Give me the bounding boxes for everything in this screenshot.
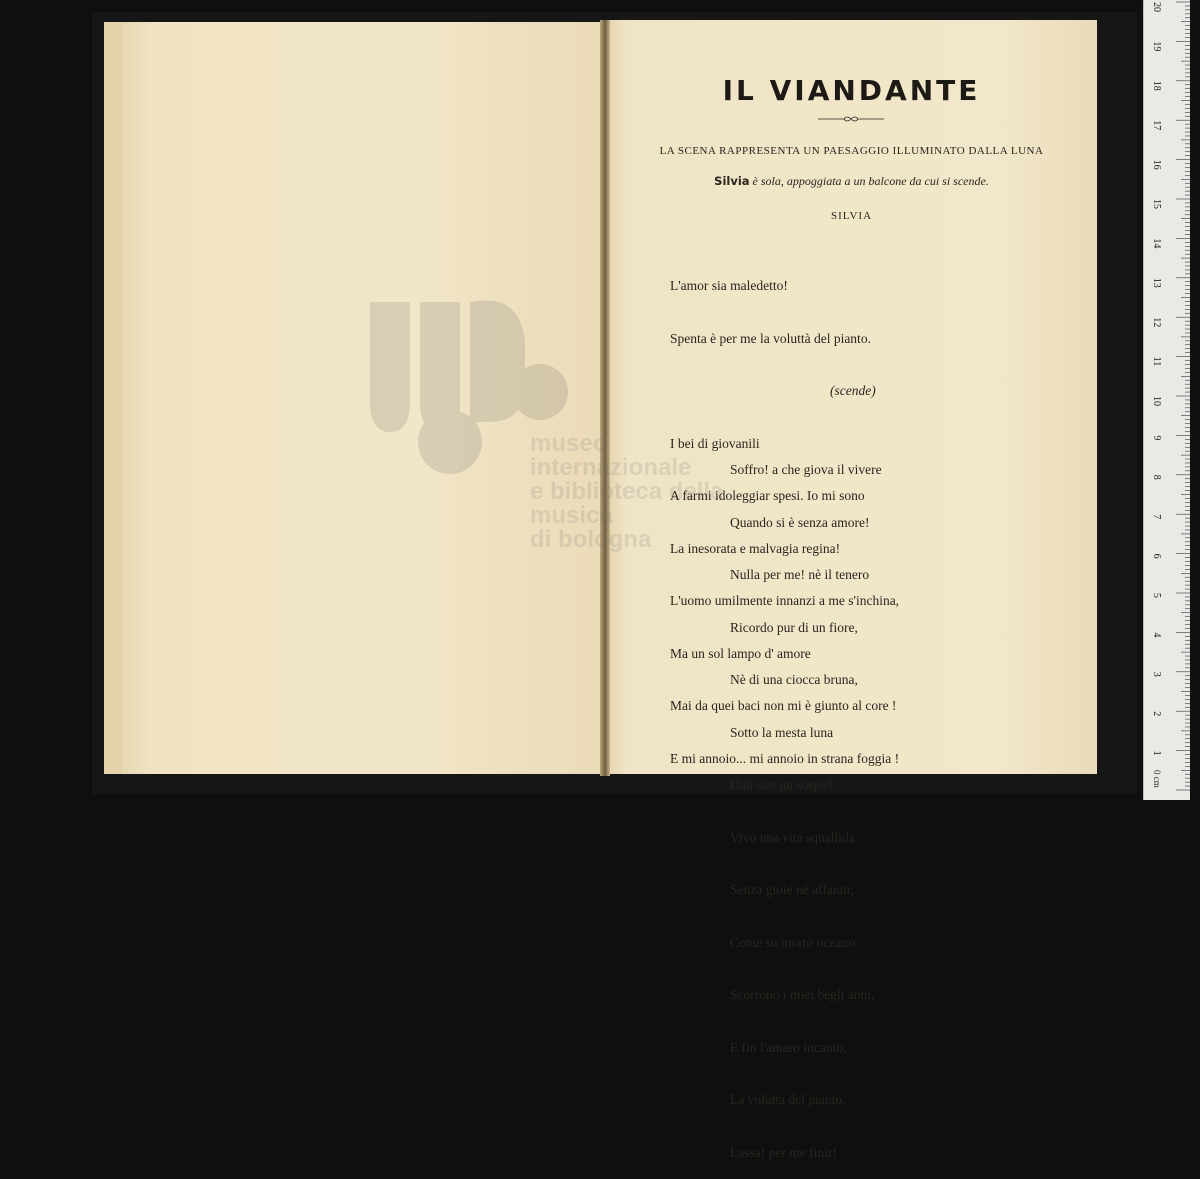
ruler-number: 20 — [1151, 2, 1162, 12]
ornament-divider-icon — [816, 114, 886, 124]
ruler-number: 7 — [1151, 514, 1162, 520]
ruler-number: 6 — [1151, 553, 1162, 559]
verse-line: Senza gioie nè affanni; — [730, 882, 854, 897]
verse-line: L'uomo umilmente innanzi a me s'inchina, — [670, 593, 900, 608]
page-title: IL VIANDANTE — [722, 74, 981, 107]
stage-direction-inline: (scende) — [830, 383, 876, 398]
verse-line: Mai da quei baci non mi è giunto al core ! — [670, 698, 897, 713]
verse-line: L'amor sia maledetto! — [670, 278, 788, 293]
verse-line: E mi annoio... mi annoio in strana foggia ! — [670, 750, 900, 766]
verse-line: Sotto la mesta luna — [730, 724, 834, 740]
verse-line: Spenta è per me la voluttà del pianto. — [670, 330, 871, 346]
ruler-number: 8 — [1151, 474, 1162, 480]
ruler-number: 13 — [1151, 277, 1162, 288]
verse-line: Quando si è senza amore! — [730, 514, 870, 530]
verse-line: Dati con un sospir! — [730, 777, 834, 792]
verse-line: Ma un sol lampo d' amore — [670, 645, 811, 661]
ruler-number: 11 — [1151, 356, 1162, 367]
ruler-number: 9 — [1151, 435, 1162, 441]
measuring-ruler — [1143, 0, 1190, 800]
stage-direction-text: è sola, appoggiata a un balcone da cui si scende. — [752, 174, 989, 188]
verse-line: E fin l'amaro incanto, — [730, 1039, 847, 1055]
verse-line: Vivo una vita squallida — [730, 829, 855, 845]
ruler-number: 18 — [1151, 80, 1162, 91]
left-page — [104, 22, 604, 774]
speaker-name: SILVIA — [830, 210, 873, 222]
verse-line: Soffro! a che giova il vivere — [730, 462, 882, 477]
ruler-number: 5 — [1151, 593, 1162, 598]
verse-line: Scorrono i miei begli anni, — [730, 987, 875, 1002]
verse-line: La voluttà del pianto, — [730, 1092, 846, 1107]
ruler-number: 15 — [1151, 199, 1162, 209]
verse-line: A farmi idoleggiar spesi. Io mi sono — [670, 488, 865, 503]
book-gutter — [600, 20, 610, 776]
verse-line: Ricordo pur di un fiore, — [730, 619, 858, 635]
verse-line: Nè di una ciocca bruna, — [730, 672, 858, 687]
ruler-number: 16 — [1151, 159, 1162, 170]
ruler-unit-label: 0 cm — [1152, 770, 1162, 788]
ruler-number: 14 — [1151, 238, 1162, 249]
verse-stanza-2 — [730, 426, 882, 1179]
stage-direction — [606, 174, 1097, 189]
verse-line: I bei di giovanili — [670, 435, 760, 451]
scene-description: LA SCENA RAPPRESENTA UN PAESAGGIO ILLUMINATO DALLA LUNA — [659, 145, 1044, 157]
ruler-number: 2 — [1151, 711, 1162, 717]
verse-line: Nulla per me! nè il tenero — [730, 567, 870, 582]
verse-line: Come su morto oceano — [730, 934, 855, 950]
ruler-number: 17 — [1151, 120, 1162, 131]
ruler-number: 3 — [1151, 671, 1162, 677]
ruler-number: 19 — [1151, 41, 1162, 52]
ruler-scale — [1144, 0, 1190, 800]
ruler-number: 12 — [1151, 317, 1162, 328]
verse-line: Lassa! per me finir! — [730, 1144, 837, 1160]
verse-line: La inesorata e malvagia regina! — [670, 540, 841, 556]
stage-character: Silvia — [714, 174, 750, 188]
ruler-number: 10 — [1151, 396, 1162, 406]
ruler-number: 1 — [1151, 750, 1162, 756]
ruler-number: 4 — [1151, 632, 1162, 638]
